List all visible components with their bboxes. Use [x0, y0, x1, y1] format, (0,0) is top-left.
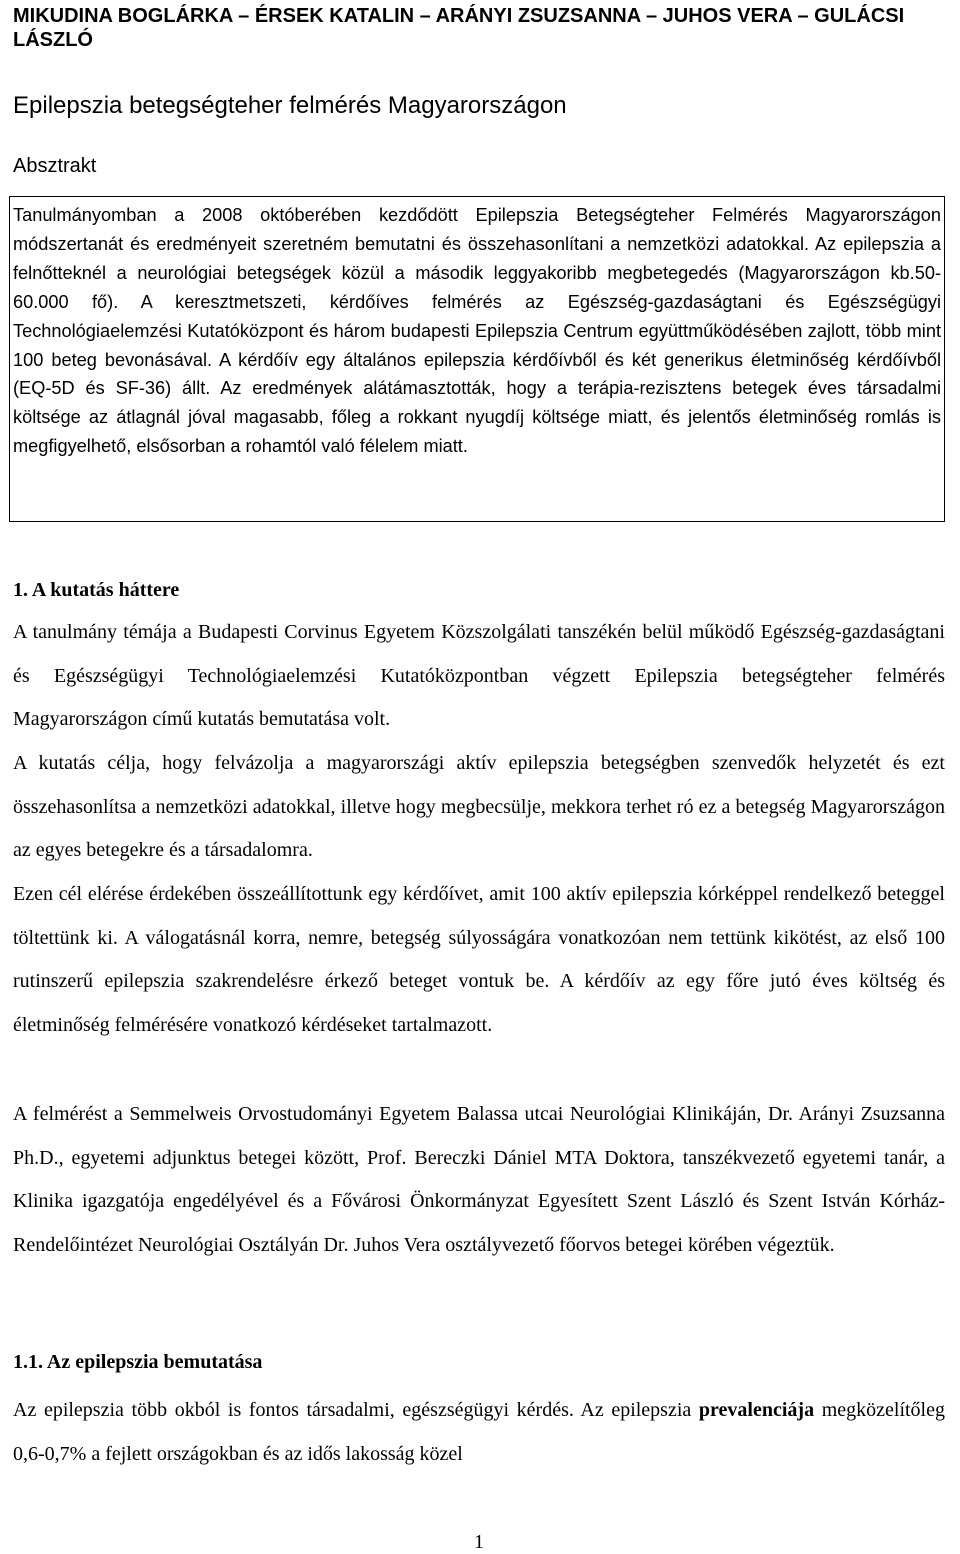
paper-title: Epilepszia betegségteher felmérés Magyarországon [13, 92, 567, 119]
section-heading-1-1: 1.1. Az epilepszia bemutatása [13, 1351, 263, 1373]
body-paragraph: A felmérést a Semmelweis Orvostudományi Egyetem Balassa utcai Neurológiai Klinikáján, Dr. Arányi Zsuzsanna Ph.D., egyetemi adjunktus betegei között, Prof. Bereczki Dániel MTA Doktora, tanszékvezető egyetemi tanár, a Klinika igazgatója engedélyével és a Fővárosi Önkormányzat Egyesített Szent László és Szent István Kórház- Rendelőintézet Neurológiai Osztályán Dr. Juhos Vera osztályvezető főorvos betegei körében végeztük. [13, 1103, 945, 1257]
paragraph-text: Az epilepszia több okból is fontos társadalmi, egészségügyi kérdés. Az epilepszia [13, 1399, 699, 1421]
page-number: 1 [474, 1531, 484, 1553]
body-paragraph [13, 1389, 945, 1476]
abstract-text: Tanulmányomban a 2008 októberében kezdődött Epilepszia Betegségteher Felmérés Magyarországon módszertanát és eredményeit szeretném bemutatni és összehasonlítani a nemzetközi adatokkal. Az epilepszia a felnőtteknél a neurológiai betegségek közül a második leggyakoribb megbetegedés (Magyarországon kb.50-60.000 fő). A keresztmetszeti, kérdőíves felmérés az Egészség-gazdaságtani és Egészségügyi Technológiaelemzési Kutatóközpont és három budapesti Epilepszia Centrum együttműködésében zajlott, több mint 100 beteg bevonásával. A kérdőív egy általános epilepszia kérdőívből és két generikus életminőség kérdőívből (EQ-5D és SF-36) állt. Az eredmények alátámasztották, hogy a terápia-rezisztens betegek éves társadalmi költsége az átlagnál jóval magasabb, főleg a rokkant nyugdíj költsége miatt, és jelentős életminőség romlás is megfigyelhető, elsősorban a rohamtól való félelem miatt. [13, 205, 941, 457]
paragraph-text: megközelítőleg 0,6-0,7% a fejlett országokban és az idős lakosság közel [13, 1399, 945, 1465]
author-list: MIKUDINA BOGLÁRKA – ÉRSEK KATALIN – ARÁNYI ZSUZSANNA – JUHOS VERA – GULÁCSI LÁSZLÓ [13, 5, 905, 51]
body-paragraph: A kutatás célja, hogy felvázolja a magyarországi aktív epilepszia betegségben szenvedők helyzetét és ezt összehasonlítsa a nemzetközi adatokkal, illetve hogy megbecsülje, mekkora terhet ró ez a betegség Magyarországon az egyes betegekre és a társadalomra. [13, 752, 945, 862]
abstract-heading: Absztrakt [13, 155, 97, 177]
body-paragraph: A tanulmány témája a Budapesti Corvinus Egyetem Közszolgálati tanszékén belül működő Egészség-gazdaságtani és Egészségügyi Technológiaelemzési Kutatóközpontban végzett Epilepszia betegségteher felmérés Magyarországon című kutatás bemutatása volt. [13, 621, 945, 731]
abstract-box [9, 196, 945, 522]
emphasis-term: prevalenciája [698, 1399, 815, 1421]
body-paragraph: Ezen cél elérése érdekében összeállítottunk egy kérdőívet, amit 100 aktív epilepszia kórképpel rendelkező beteggel töltettünk ki. A válogatásnál korra, nemre, betegség súlyosságára vonatkozóan nem tettünk kikötést, az első 100 rutinszerű epilepszia szakrendelésre érkező beteget vontuk be. A kérdőív az egy főre jutó éves költség és életminőség felmérésére vonatkozó kérdéseket tartalmazott. [13, 883, 945, 1037]
section-heading-1: 1. A kutatás háttere [13, 579, 180, 601]
